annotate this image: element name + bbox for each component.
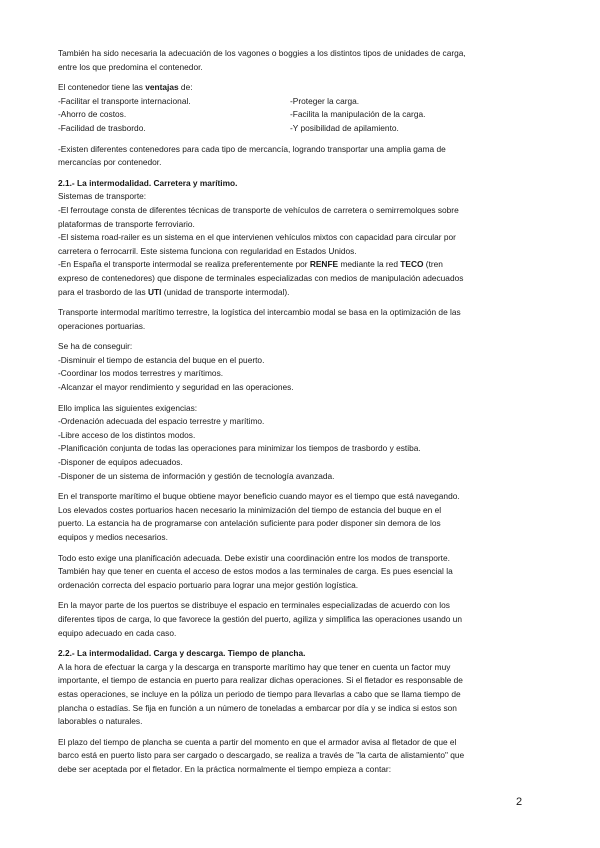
text-line: entre los que predomina el contenedor.: [58, 61, 203, 72]
section-heading: 2.1.- La intermodalidad. Carretera y marítimo.: [58, 177, 238, 188]
list-item: -Disponer de un sistema de información y gestión de tecnología avanzada.: [58, 470, 335, 481]
ventajas-list: [58, 95, 548, 136]
list-item: -Alcanzar el mayor rendimiento y seguridad en las operaciones.: [58, 382, 294, 393]
text-line: Se ha de conseguir:: [58, 341, 133, 352]
text-line: -El ferroutage consta de diferentes técnicas de transporte de vehículos de carretera o semirremolques sobre: [58, 204, 459, 215]
text-line-renfe: -En España el transporte intermodal se realiza preferentemente por RENFE mediante la red TECO (tren: [58, 259, 443, 270]
text-line: Los elevados costes portuarios hacen necesario la minimización del tiempo de estancia del buque en el: [58, 504, 442, 515]
text-line: importante, el tiempo de estancia en puerto para realizar dichas operaciones. Si el fletador es responsable de: [58, 675, 463, 686]
text-line: operaciones portuarias.: [58, 320, 146, 331]
text-line: Todo esto exige una planificación adecuada. Debe existir una coordinación entre los modos de transporte.: [58, 552, 450, 563]
ventajas-right-column: [290, 95, 522, 136]
text-line: estas operaciones, se incluye en la póliza un periodo de tiempo para llevarlas a cabo que se llama tiempo de: [58, 688, 461, 699]
list-conseguir: [58, 340, 548, 394]
text-line: -Existen diferentes contenedores para cada tipo de mercancía, logrando transportar una amplia gama de: [58, 143, 446, 154]
text-line: plataformas de transporte ferroviario.: [58, 218, 195, 229]
text-line: puerto. La estancia ha de programarse con antelación suficiente para poder disponer sin demora de los: [58, 518, 441, 529]
text-line: Ello implica las siguientes exigencias:: [58, 402, 198, 413]
list-item: -Disminuir el tiempo de estancia del buque en el puerto.: [58, 354, 265, 365]
text-line: expreso de contenedores) que dispone de terminales especializadas con medios de manipulación adecuados: [58, 272, 464, 283]
text-line: Transporte intermodal marítimo terrestre, la logística del intercambio modal se basa en la optimización de las: [58, 307, 461, 318]
text-line: En el transporte marítimo el buque obtiene mayor beneficio cuando mayor es el tiempo que está navegando.: [58, 491, 460, 502]
list-item: -Ordenación adecuada del espacio terrestre y marítimo.: [58, 416, 265, 427]
text-line: A la hora de efectuar la carga y la descarga en transporte marítimo hay que tener en cuenta un factor muy: [58, 661, 451, 672]
section-2-1: [58, 177, 548, 299]
section-2-2: [58, 647, 548, 729]
list-item: -Y posibilidad de apilamiento.: [290, 122, 399, 133]
list-item: -Facilidad de trasbordo.: [58, 122, 146, 133]
list-item: -Planificación conjunta de todas las operaciones para minimizar los tiempos de trasbordo y estiba.: [58, 443, 421, 454]
list-item: -Coordinar los modos terrestres y marítimos.: [58, 368, 224, 379]
text-line: También hay que tener en cuenta el acceso de estos modos a las terminales de carga. Es pues esencial la: [58, 566, 453, 577]
ventajas-block: [58, 81, 548, 135]
paragraph-plazo: [58, 736, 548, 777]
paragraph-planificacion: [58, 552, 548, 593]
list-item: -Ahorro de costos.: [58, 109, 127, 120]
list-item: -Facilita la manipulación de la carga.: [290, 109, 426, 120]
page-number: 2: [516, 796, 523, 808]
text-line: plancha o estadías. Se fija en función a un número de toneladas a embarcar por día y se indica si estos son: [58, 702, 457, 713]
text-line: equipo adecuado en cada caso.: [58, 627, 177, 638]
list-item: -Facilitar el transporte internacional.: [58, 95, 191, 106]
text-line: ordenación correcta del espacio portuario para lograr una mejor gestión logística.: [58, 579, 359, 590]
text-line: -El sistema road-railer es un sistema en el que intervienen vehículos mixtos con capacidad para circular por: [58, 232, 456, 243]
text-line: El plazo del tiempo de plancha se cuenta a partir del momento en que el armador avisa al fletador de que el: [58, 736, 457, 747]
text-line: equipos y medios necesarios.: [58, 532, 168, 542]
text-line: También ha sido necesaria la adecuación de los vagones o boggies a los distintos tipos de unidades de carga,: [58, 48, 466, 58]
text-line: Sistemas de transporte:: [58, 191, 147, 202]
text-line: carretera o ferrocarril. Este sistema funciona con regularidad en Estados Unidos.: [58, 245, 357, 256]
list-item: -Proteger la carga.: [290, 95, 360, 106]
text-line: debe ser aceptada por el fletador. En la práctica normalmente el tiempo empieza a contar:: [58, 763, 392, 774]
paragraph-puertos: [58, 599, 548, 640]
text-line: laborables o naturales.: [58, 716, 143, 727]
ventajas-left-column: [58, 95, 290, 136]
page-body: [58, 40, 548, 777]
list-item: -Libre acceso de los distintos modos.: [58, 429, 196, 440]
paragraph-beneficio: [58, 490, 548, 544]
text-line: mercancías por contenedor.: [58, 157, 162, 168]
list-item: -Disponer de equipos adecuados.: [58, 457, 183, 468]
list-exigencias: [58, 402, 548, 484]
ventajas-lead: El contenedor tiene las ventajas de:: [58, 82, 193, 93]
section-heading: 2.2.- La intermodalidad. Carga y descarga. Tiempo de plancha.: [58, 648, 306, 659]
text-line-uti: para el trasbordo de las UTI (unidad de transporte intermodal).: [58, 286, 290, 297]
text-line: En la mayor parte de los puertos se distribuye el espacio en terminales especializadas de acuerdo con los: [58, 600, 450, 611]
text-line: diferentes tipos de carga, lo que favorece la gestión del puerto, agiliza y simplifica las operaciones usando un: [58, 613, 462, 624]
paragraph-maritimo: [58, 306, 548, 333]
text-line: barco está en puerto listo para ser cargado o descargado, se realiza a través de "la carta de alistamiento" que: [58, 750, 465, 761]
